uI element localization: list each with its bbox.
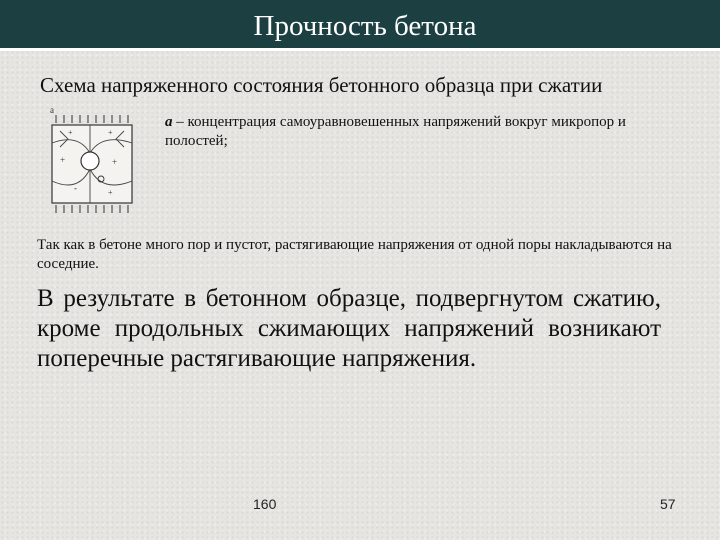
page-number-right: 57 (660, 496, 676, 512)
sign-label: + (108, 188, 113, 197)
stress-diagram (38, 103, 158, 221)
bottom-load-arrows (56, 205, 128, 213)
figure-caption (165, 113, 665, 151)
sign-label: - (74, 183, 77, 193)
sign-label: + (108, 128, 113, 137)
sign-label: + (68, 128, 73, 137)
stress-diagram-svg (38, 103, 158, 221)
slide-title: Прочность бетона (253, 10, 477, 42)
caption-letter: а (165, 114, 173, 130)
top-load-arrows (56, 115, 128, 123)
pore-circle (81, 152, 99, 170)
caption-text: – концентрация самоуравновешенных напряжений вокруг микропор и полостей; (165, 114, 626, 149)
large-paragraph: В результате в бетонном образце, подвергнутом сжатию, кроме продольных сжимающих напряжений возникают поперечные растягивающие напряжения. (37, 285, 661, 372)
page-number-left: 160 (253, 496, 277, 512)
sign-label: + (112, 157, 118, 167)
title-bar (0, 0, 720, 51)
small-paragraph: Так как в бетоне много пор и пустот, растягивающие напряжения от одной поры накладываются на соседние. (37, 237, 672, 272)
sign-label: + (60, 155, 66, 165)
figure-label: а (50, 105, 54, 115)
slide-subtitle: Схема напряженного состояния бетонного образца при сжатии (40, 73, 603, 97)
